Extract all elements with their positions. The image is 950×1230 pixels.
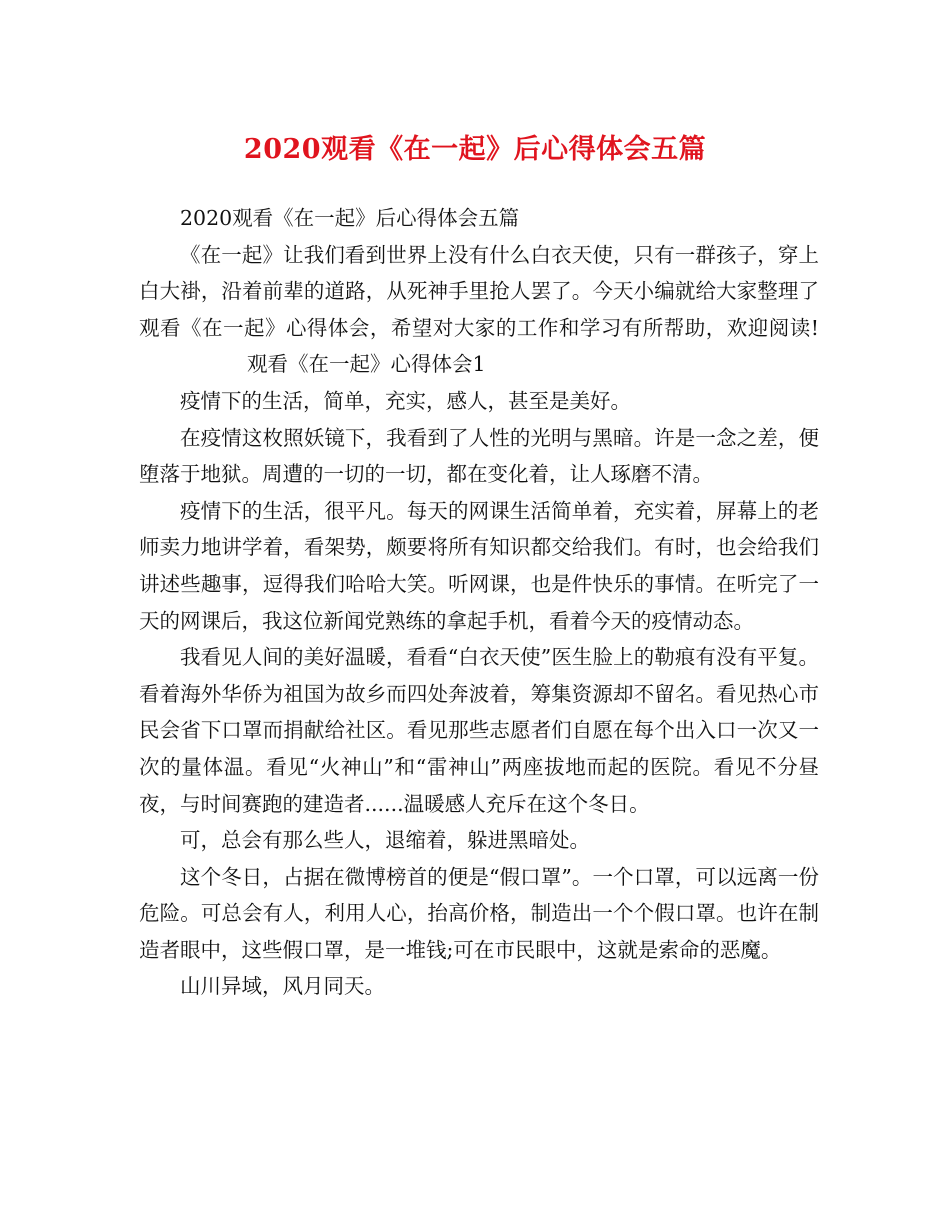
intro-text: 《在一起》让我们看到世界上没有什么白衣天使，只有一群孩子，穿上白大褂，沿着前辈的道路，从死神手里抢人罢了。今天小编就给大家整理了观看《在一起》心得体会，希望对大家的工作和学习有所帮助，欢迎阅读! (139, 242, 819, 340)
body-paragraph: 这个冬日，占据在微博榜首的便是“假口罩”。一个口罩，可以远离一份危险。可总会有人，利用人心，抬高价格，制造出一个个假口罩。也许在制造者眼中，这些假口罩，是一堆钱;可在市民眼中，这就是索命的恶魔。 (139, 864, 819, 962)
body-paragraph: 疫情下的生活，很平凡。每天的网课生活简单着，充实着，屏幕上的老师卖力地讲学着，看架势，颇要将所有知识都交给我们。有时，也会给我们讲述些趣事，逗得我们哈哈大笑。听网课，也是件快乐的事情。在听完了一天的网课后，我这位新闻党熟练的拿起手机，看着今天的疫情动态。 (139, 498, 819, 633)
body-paragraph: 在疫情这枚照妖镜下，我看到了人性的光明与黑暗。许是一念之差，便堕落于地狱。周遭的一切的一切，都在变化着，让人琢磨不清。 (139, 425, 819, 487)
section-heading: 观看《在一起》心得体会1 (247, 352, 486, 377)
document-body (139, 200, 819, 1005)
body-paragraph: 我看见人间的美好温暖，看看“白衣天使”医生脸上的勒痕有没有平复。看着海外华侨为祖国为故乡而四处奔波着，筹集资源却不留名。看见热心市民会省下口罩而捐献给社区。看见那些志愿者们自愿在每个出入口一次又一次的量体温。看见“火神山”和“雷神山”两座拔地而起的医院。看见不分昼夜，与时间赛跑的建造者......温暖感人充斥在这个冬日。 (139, 645, 819, 816)
body-paragraph: 疫情下的生活，简单，充实，感人，甚至是美好。 (180, 388, 631, 413)
body-paragraph: 可，总会有那么些人，退缩着，躲进黑暗处。 (180, 828, 590, 853)
document-title: 2020观看《在一起》后心得体会五篇 (243, 134, 707, 165)
intro-paragraph (139, 237, 819, 383)
body-paragraph: 山川异域，风月同天。 (180, 974, 385, 999)
subtitle-paragraph: 2020观看《在一起》后心得体会五篇 (180, 206, 520, 230)
